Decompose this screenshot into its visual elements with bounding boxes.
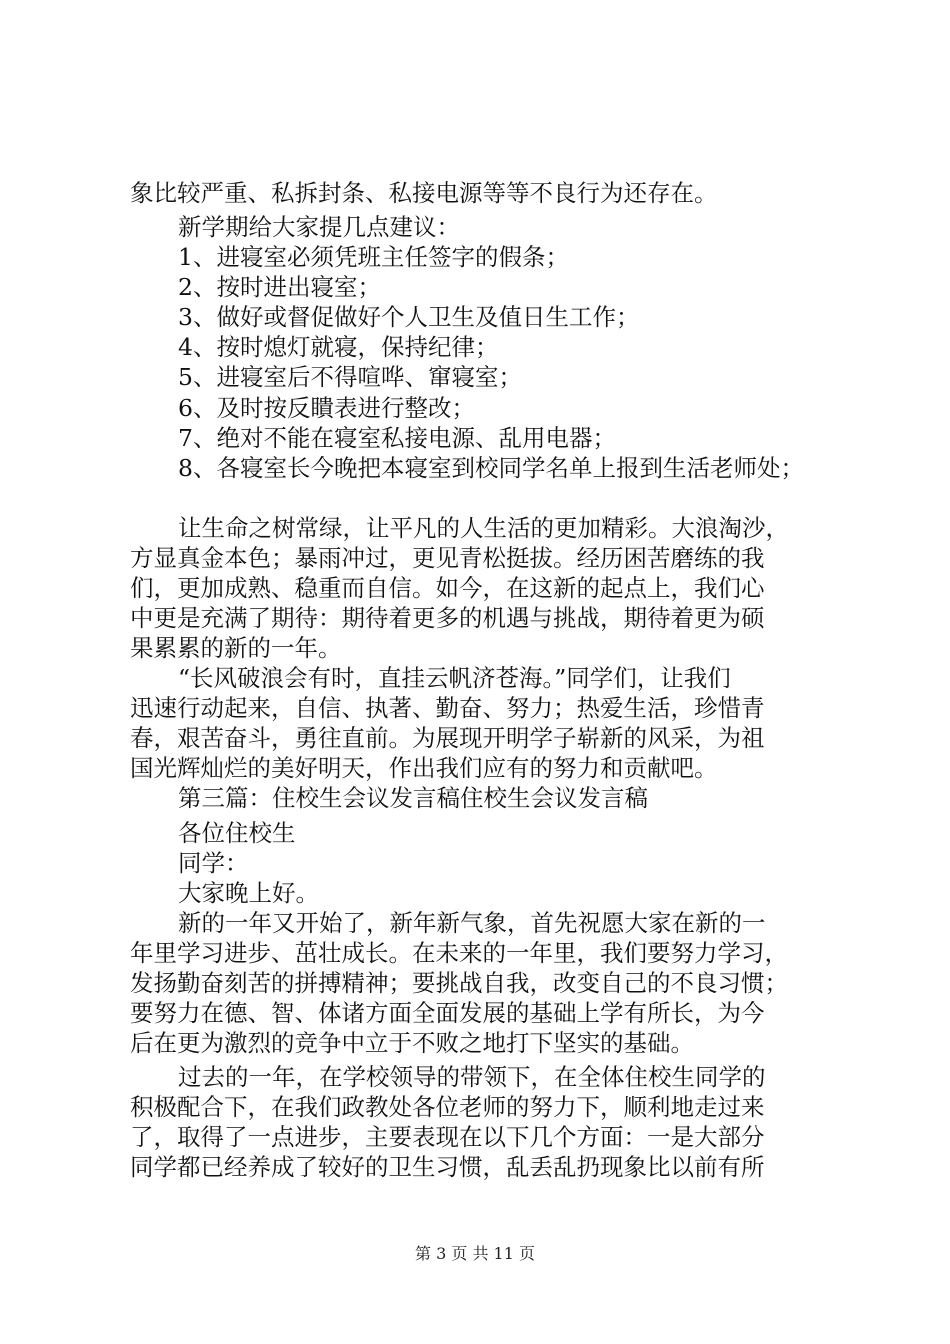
text-line: 新学期给大家提几点建议：	[178, 213, 460, 241]
text-line: 果累累的新的一年。	[130, 634, 342, 662]
text-line: 各位住校生	[178, 819, 296, 847]
text-line: 年里学习进步、茁壮成长。在未来的一年里，我们要努力学习，	[130, 939, 788, 967]
text-line: 大家晚上好。	[178, 879, 319, 907]
list-item: 5、进寝室后不得喧哗、窜寝室；	[178, 363, 522, 391]
text-line: 象比较严重、私拆封条、私接电源等等不良行为还存在。	[130, 179, 718, 207]
text-line: 发扬勤奋刻苦的拼搏精神；要挑战自我，改变自己的不良习惯；	[130, 969, 788, 997]
text-line: 们，更加成熟、稳重而自信。如今，在这新的起点上，我们心	[130, 574, 765, 602]
text-line: 了，取得了一点进步，主要表现在以下几个方面：一是大部分	[130, 1123, 765, 1151]
text-line: 后在更为激烈的竞争中立于不败之地打下坚实的基础。	[130, 1029, 694, 1057]
text-line: 春，艰苦奋斗，勇往直前。为展现开明学子崭新的风采，为祖	[130, 724, 765, 752]
text-line: 同学都已经养成了较好的卫生习惯，乱丢乱扔现象比以前有所	[130, 1153, 765, 1181]
text-line: 积极配合下，在我们政教处各位老师的努力下，顺利地走过来	[130, 1093, 765, 1121]
list-item: 7、绝对不能在寝室私接电源、乱用电器；	[178, 424, 616, 452]
text-line: 中更是充满了期待：期待着更多的机遇与挑战，期待着更为硕	[130, 604, 765, 632]
text-line: 国光辉灿烂的美好明天，作出我们应有的努力和贡献吧。	[130, 754, 718, 782]
page-footer: 第 3 页 共 11 页	[415, 1244, 535, 1263]
text-line: 同学：	[178, 849, 249, 877]
list-item: 1、进寝室必须凭班主任签字的假条；	[178, 243, 569, 271]
text-line: 新的一年又开始了，新年新气象，首先祝愿大家在新的一	[178, 909, 766, 937]
text-line: “长风破浪会有时，直挂云帆济苍海。”同学们，让我们	[178, 664, 731, 692]
list-item: 4、按时熄灯就寝，保持纪律；	[178, 333, 499, 361]
text-line: 要努力在德、智、体诸方面全面发展的基础上学有所长，为今	[130, 999, 765, 1027]
text-line: 迅速行动起来，自信、执著、勤奋、努力；热爱生活，珍惜青	[130, 694, 765, 722]
text-line: 让生命之树常绿，让平凡的人生活的更加精彩。大浪淘沙，	[178, 514, 789, 542]
list-item: 2、按时进出寝室；	[178, 273, 381, 301]
text-line: 过去的一年，在学校领导的带领下，在全体住校生同学的	[178, 1063, 766, 1091]
list-item: 3、做好或督促做好个人卫生及值日生工作；	[178, 303, 640, 331]
section-heading: 第三篇：住校生会议发言稿住校生会议发言稿	[178, 784, 648, 812]
list-item: 8、各寝室长今晚把本寝室到校同学名单上报到生活老师处；	[178, 454, 804, 482]
text-line: 方显真金本色；暴雨冲过，更见青松挺拔。经历困苦磨练的我	[130, 544, 765, 572]
list-item: 6、及时按反瞶表进行整改；	[178, 394, 475, 422]
